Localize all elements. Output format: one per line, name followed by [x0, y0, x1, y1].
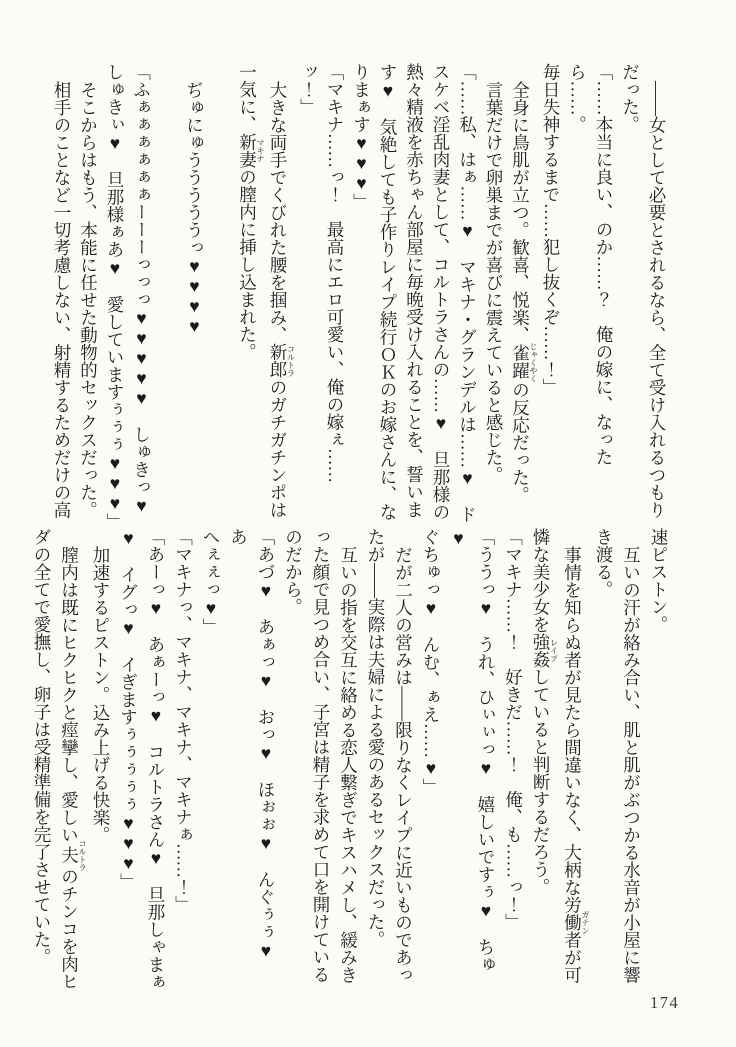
- text-line: 熱々精液を赤ちゃん部屋に毎晩受け入れることを、誓いま: [404, 63, 425, 518]
- text-line: だが二人の営みは――限りなくレイプに近いものであっ: [393, 545, 414, 983]
- text-line: 「マキナ……！ 好きだ……！ 俺、も……っ！」: [503, 528, 524, 931]
- ruby-annotated-text: 新妻マキナ: [237, 133, 265, 168]
- furigana: じゃくやく: [529, 341, 538, 382]
- text-line: 「あーっ♥ あぁーっ♥ コルトラさん♥ 旦那しゃまぁ: [146, 528, 166, 991]
- blank-line: [208, 63, 235, 525]
- text-line: 「ふぁぁぁぁぁぁーーーっっっ♥♥♥♥♥ しゅきっ♥: [131, 63, 152, 516]
- text-line: スケベ淫乱肉妻として、コルトラさんの……♥ 旦那様の: [431, 63, 451, 521]
- text-line: 「ううっ♥ うれ、ひぃぃっ♥ 嬉しいですぅ♥ ちゅ♥: [448, 528, 496, 973]
- text-line: す♥ 気絶しても子作りレイプ続行ＯＫのお嫁さんに、な: [378, 63, 398, 521]
- text-line: 加速するピストン。込み上げる快楽。: [91, 545, 111, 843]
- text-line: だった。: [620, 63, 641, 133]
- text-line: ♥ イグっ♥ イぎますぅぅぅぅぅ♥♥♥」: [118, 528, 139, 891]
- text-band-top: [49, 63, 671, 531]
- text-line: 「あづ♥ あぁっ♥ おっ♥ ほぉぉ♥ んぐぅぅ♥ あ: [228, 528, 276, 978]
- text-line: 大きな両手でくびれた腰を掴み、新郎コルトラのガチガチンポは: [268, 80, 296, 518]
- text-line: へぇぇっ♥」: [201, 528, 221, 636]
- ruby-annotated-text: 強姦レイプ: [531, 633, 559, 668]
- furigana: レイプ: [549, 633, 559, 668]
- text-line: たが――実際は夫婦による愛のあるセックスだった。: [366, 528, 386, 948]
- text-band-bottom: [28, 528, 673, 992]
- furigana: ガテン: [581, 895, 590, 948]
- furigana: マキナ: [256, 133, 265, 168]
- furigana: コルトラ: [286, 343, 296, 378]
- text-line: ぢゅにゅうううううっ♥♥♥♥: [184, 80, 205, 336]
- blank-line: [155, 63, 182, 525]
- text-line: 全身に鳥肌が立つ。歓喜、悦楽、雀躍じゃくやくの反応だった。: [510, 80, 538, 503]
- text-line: 「……本当に良い、のか……？ 俺の嫁に、なったら……。: [567, 63, 614, 466]
- page-number: 174: [650, 993, 680, 1012]
- text-line: 互いの指を交互に絡める恋人繋ぎでキスハメし、緩みき: [338, 545, 359, 983]
- text-line: 一気に、新妻マキナの膣内に挿し込まれた。: [237, 63, 265, 361]
- text-line: 「マキナ……っ！ 最高にエロ可愛い、俺の嫁ぇ……ッ！」: [298, 63, 345, 483]
- text-line: ぐちゅっ♥ んむ、ぁえ……♥」: [421, 528, 441, 796]
- text-line: 言葉だけで卵巣までが喜びに震えていると感じた。: [484, 80, 504, 483]
- text-line: 「マキナっ、マキナ、マキナ、マキナぁ……！」: [173, 528, 194, 913]
- ruby-annotated-text: 雀躍じゃくやく: [510, 341, 538, 382]
- text-line: のだから。: [283, 528, 304, 616]
- text-line: 毎日失神するまで……犯し抜くぞ……！」: [541, 63, 561, 396]
- ruby-annotated-text: 夫コルトラ: [59, 839, 87, 871]
- text-line: 膣内は既にヒクヒクと痙攣し、愛しい夫コルトラのチンコを肉ヒ: [59, 545, 87, 990]
- text-line: き渡る。: [594, 528, 614, 598]
- text-line: 憐な美少女を強姦レイプしていると判断するだろう。: [531, 528, 559, 896]
- text-line: そこからはもう、本能に任せた動物的セックスだった。: [78, 80, 99, 518]
- text-line: しゅきぃ♥ 旦那様ぁあ♥ 愛していますぅぅぅ♥♥♥」: [105, 63, 125, 531]
- text-line: ――女として必要とされるなら、全て受け入れるつもり: [647, 80, 667, 518]
- text-line: 互いの汗が絡み合い、肌と肌がぶつかる水音が小屋に響: [621, 545, 642, 983]
- ruby-annotated-text: 労働者ガテン: [562, 895, 590, 948]
- ruby-annotated-text: 新郎コルトラ: [268, 343, 296, 378]
- text-line: ダの全てで愛撫し、卵子は受精準備を完了させていた。: [32, 528, 52, 966]
- text-line: 事情を知らぬ者が見たら間違いなく、大柄な労働者ガテンが可: [562, 545, 590, 983]
- text-line: 相手のことなど一切考慮しない、射精するためだけの高: [52, 80, 72, 518]
- furigana: コルトラ: [78, 839, 87, 871]
- text-line: りまぁす♥♥♥」: [351, 63, 372, 211]
- text-line: 「……私、はぁ……♥ マキナ・グランデルは……♥ ド: [457, 63, 478, 523]
- text-line: った顔で見つめ合い、子宮は精子を求めて口を開けている: [311, 528, 331, 983]
- text-line: 速ピストン。: [649, 528, 669, 633]
